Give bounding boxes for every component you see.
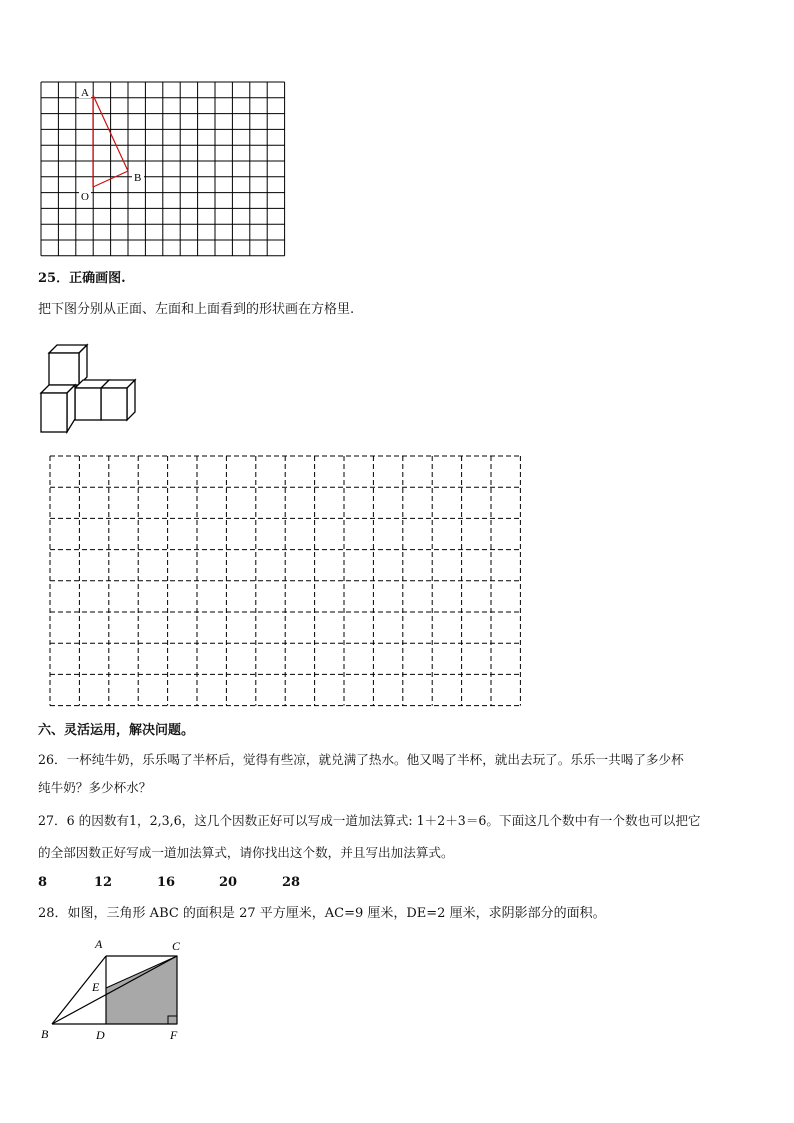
number-option: 12 (94, 875, 113, 890)
point-label-b: B (41, 1027, 49, 1041)
point-label-e: E (92, 980, 100, 994)
q26-line1: 26．一杯纯牛奶，乐乐喝了半杯后，觉得有些凉，就兑满了热水。他又喝了半杯，就出去玩了。乐乐一共喝了多少杯 (38, 752, 684, 767)
shaded-region (106, 956, 177, 1024)
geometry-figure (30, 935, 200, 1045)
number-option: 28 (282, 875, 301, 890)
point-label-a: A (81, 87, 89, 99)
point-label-b: B (134, 172, 142, 184)
point-label-o: O (81, 191, 89, 203)
q26-line2: 纯牛奶？多少杯水？ (38, 780, 152, 795)
number-option: 16 (157, 875, 176, 890)
q27-line1: 27．6 的因数有1，2,3,6，这几个因数正好可以写成一道加法算式: 1＋2＋3＝6。下面这几个数中有一个数也可以把它 (38, 813, 701, 828)
point-label-c: C (172, 939, 181, 953)
q28-text: 28．如图，三角形 ABC 的面积是 27 平方厘米，AC=9 厘米，DE=2 厘米，求阴影部分的面积。 (38, 906, 606, 921)
q25-instruction: 把下图分别从正面、左面和上面看到的形状画在方格里. (38, 302, 355, 317)
section6-title: 六、灵活运用，解决问题。 (38, 723, 195, 738)
dashed-grid[interactable] (0, 440, 794, 715)
cube-figure (30, 335, 150, 440)
number-option: 20 (219, 875, 238, 890)
point-label-a: A (95, 937, 103, 951)
number-option: 8 (38, 875, 48, 890)
grid-figure (0, 0, 794, 270)
q25-title: 25．正确画图. (38, 271, 126, 286)
q27-line2: 的全部因数正好写成一道加法算式，请你找出这个数，并且写出加法算式。 (38, 845, 454, 860)
point-label-f: F (170, 1028, 178, 1042)
point-label-d: D (96, 1028, 105, 1042)
